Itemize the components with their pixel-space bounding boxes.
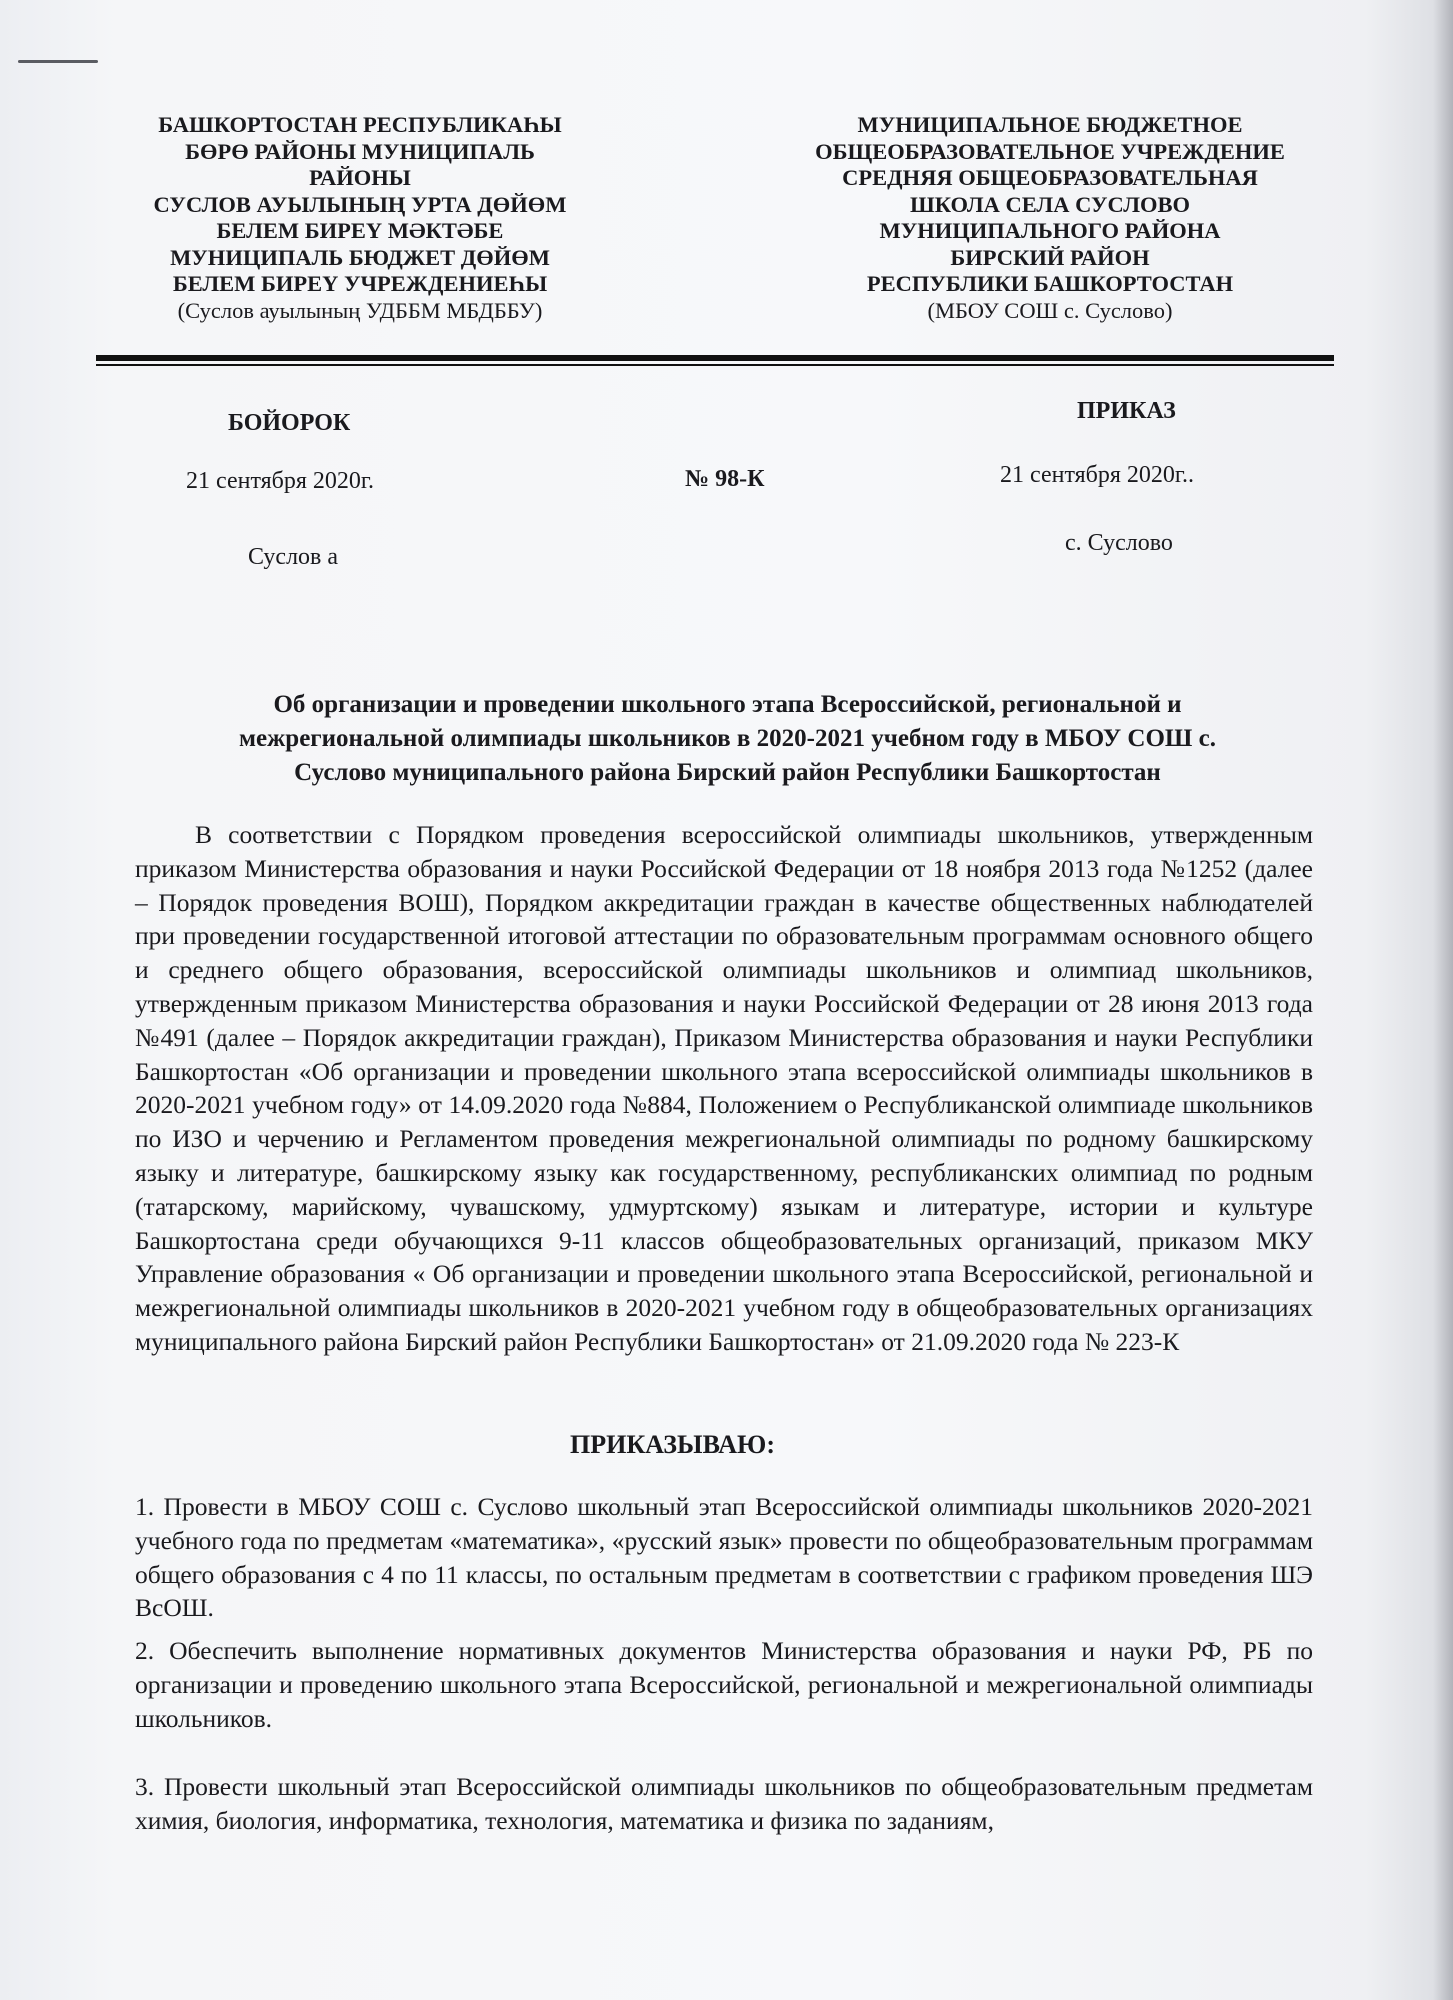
header-left-line: РАЙОНЫ: [309, 165, 411, 190]
order-place-right: с. Суслово: [1065, 530, 1173, 556]
paper-edge-shadow: [1433, 0, 1453, 2000]
order-place-left: Суслов а: [248, 544, 339, 570]
order-number: № 98-К: [685, 466, 765, 492]
header-right-line: РЕСПУБЛИКИ БАШКОРТОСТАН: [866, 271, 1234, 296]
header-right: [770, 112, 1330, 324]
header-left-line: МУНИЦИПАЛЬ БЮДЖЕТ ДӨЙӨМ: [170, 244, 550, 270]
header-left-line: БАШКОРТОСТАН РЕСПУБЛИКАҺЫ: [158, 112, 562, 137]
header-right-short-name: (МБОУ СОШ с. Суслово): [927, 297, 1173, 323]
header-left-short-name: (Суслов ауылының УДББМ МБДББУ): [177, 297, 543, 323]
header-right-line: ОБЩЕОБРАЗОВАТЕЛЬНОЕ УЧРЕЖДЕНИЕ: [815, 138, 1285, 164]
title-line: Суслово муниципального района Бирский район Республики Башкортостан: [294, 759, 1161, 786]
order-date-left: 21 сентября 2020г.: [186, 468, 375, 494]
scan-mark: [18, 60, 98, 63]
header-right-line: ШКОЛА СЕЛА СУСЛОВО: [909, 191, 1190, 217]
header-left-line: БӨРӨ РАЙОНЫ МУНИЦИПАЛЬ: [185, 138, 535, 164]
header-left: [100, 112, 620, 324]
header-rule-thick: [96, 355, 1334, 361]
order-item-1: 1. Провести в МБОУ СОШ с. Суслово школьный этап Всероссийской олимпиады школьников 2020-2021 учебного года по предметам «математика», «русский язык» провести по общеобразовательным программам общего образования с 4 по 11 классы, по остальным предметам в соответствии с графиком проведения ШЭ ВсОШ.: [135, 1492, 1313, 1623]
order-date-right: 21 сентября 2020г..: [1000, 462, 1195, 488]
header-right-line: МУНИЦИПАЛЬНОЕ БЮДЖЕТНОЕ: [857, 112, 1243, 137]
preamble: В соответствии с Порядком проведения всероссийской олимпиады школьников, утвержденным приказом Министерства образования и науки Российской Федерации от 18 ноября 2013 года №1252 (далее – Порядок проведения ВОШ), Порядком аккредитации граждан в качестве общественных наблюдателей при проведении государственной итоговой аттестации по образовательным программам основного общего и среднего общего образования, всероссийской олимпиады школьников и олимпиад школьников, утвержденным приказом Министерства образования и науки Российской Федерации от 28 июня 2013 года №491 (далее – Порядок аккредитации граждан), Приказом Министерства образования и науки Республики Башкортостан «Об организации и проведении школьного этапа всероссийской олимпиады школьников в 2020-2021 учебном году» от 14.09.2020 года №884, Положением о Республиканской олимпиаде школьников по ИЗО и черчению и Регламентом проведения межрегиональной олимпиады по родному башкирскому языку и литературе, башкирскому языку как государственному, республиканских олимпиад по родным (татарскому, марийскому, чувашскому, удмуртскому) языкам и литературе, истории и культуре Башкортостана среди обучающихся 9-11 классов общеобразовательных организаций, приказом МКУ Управление образования « Об организации и проведении школьного этапа Всероссийской, региональной и межрегиональной олимпиады школьников в 2020-2021 учебном году в общеобразовательных организациях муниципального района Бирский район Республики Башкортостан» от 21.09.2020 года № 223-К: [135, 820, 1313, 1356]
document-title: [130, 688, 1325, 790]
orders-heading: ПРИКАЗЫВАЮ:: [570, 1430, 775, 1459]
header-rule-thin: [96, 364, 1334, 366]
header-left-line: БЕЛЕМ БИРЕҮ МӘКТӘБЕ: [216, 218, 504, 243]
header-right-line: МУНИЦИПАЛЬНОГО РАЙОНА: [879, 218, 1221, 243]
order-item-3: 3. Провести школьный этап Всероссийской олимпиады школьников по общеобразовательным предметам химия, биология, информатика, технология, математика и физика по заданиям,: [135, 1772, 1313, 1835]
order-label-bashkir: БОЙОРОК: [228, 410, 351, 436]
order-item-2: 2. Обеспечить выполнение нормативных документов Министерства образования и науки РФ, РБ по организации и проведению школьного этапа Всероссийской, региональной и межрегиональной олимпиады школьников.: [135, 1636, 1313, 1733]
header-right-line: БИРСКИЙ РАЙОН: [950, 244, 1150, 270]
title-line: Об организации и проведении школьного этапа Всероссийской, региональной и: [273, 691, 1182, 718]
header-left-line: СУСЛОВ АУЫЛЫНЫҢ УРТА ДӨЙӨМ: [153, 191, 567, 217]
header-left-line: БЕЛЕМ БИРЕҮ УЧРЕЖДЕНИЕҺЫ: [172, 271, 548, 296]
order-label-russian: ПРИКАЗ: [1077, 398, 1176, 424]
title-line: межрегиональной олимпиады школьников в 2020-2021 учебном году в МБОУ СОШ с.: [239, 725, 1216, 752]
header-right-line: СРЕДНЯЯ ОБЩЕОБРАЗОВАТЕЛЬНАЯ: [842, 165, 1258, 190]
